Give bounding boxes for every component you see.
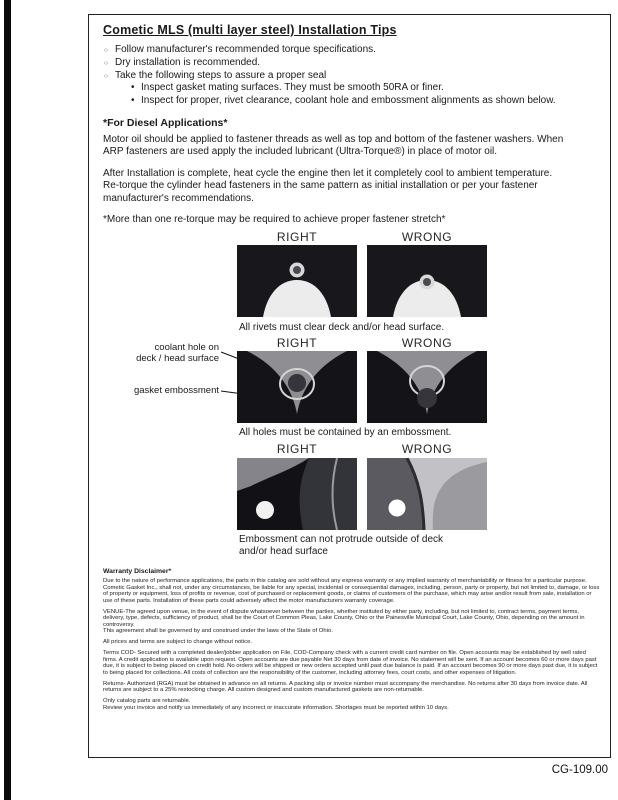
- warranty-paragraph: Due to the nature of performance applications, the parts in this catalog are sold without any express warranty or any implied warranty of merchantability or fitness for a particular purpose. Cometic Gasket Inc., shall not, under any circumstances, be liable for any special, incidental or consequential damages, including, person, party or property, but not limited to, damage, or loss of property or equipment, loss of profits or revenue, cost of purchased or replacement goods, or claims of customers of the purchase, which may arise and/or result from sale, installation or use of these parts. Installation of these parts could adversely affect the motor manufacturers warranty coverage.: [103, 578, 600, 604]
- warranty-paragraph: VENUE-The agreed upon venue, in the event of dispute whatsoever between the parties, whether instituted by either party, including, but not limited to, contract terms, payment terms, delivery, type, defects, sufficiency of product, shall be the Court of Common Pleas, Lake County, Ohio or the Painesville Municipal Court, Lake County, Ohio, depending on the amount in controversy.: [103, 608, 585, 628]
- rivet-clearance-wrong-image: [367, 245, 487, 317]
- warranty-paragraph: This agreement shall be governed by and construed under the laws of the State of Ohio.: [103, 628, 333, 635]
- content-frame: [88, 14, 611, 758]
- protrusion-right-illustration: [237, 458, 357, 530]
- rivet-wrong-illustration: [367, 245, 487, 317]
- subtip-item: [129, 95, 598, 108]
- diagram-section: [103, 230, 598, 562]
- coolant-hole-callout-line2: deck / head surface: [136, 353, 219, 365]
- warranty-paragraph: Returns- Authorized (RGA) must be obtained in advance on all returns. A packing slip or invoice number must accompany the merchandise. No returns after 30 days from invoice date. All returns are subject to a 25% restocking charge. All custom designed and custom manufactured gaskets are non-returnable.: [103, 680, 588, 694]
- diesel-heading: *For Diesel Applications*: [103, 116, 228, 129]
- warranty-section: [103, 568, 600, 711]
- coolant-hole-right-image: [237, 351, 357, 423]
- tip-item: [103, 70, 598, 83]
- protrusion-caption: Embossment can not protrude outside of deck and/or head surface: [239, 534, 444, 557]
- warranty-paragraph: Only catalog parts are returnable.: [103, 698, 191, 705]
- right-label: RIGHT: [276, 336, 318, 351]
- coolant-hole-callout-line1: coolant hole on: [154, 342, 219, 354]
- tip-text: Dry installation is recommended.: [115, 56, 261, 68]
- diesel-paragraph-1: Motor oil should be applied to fastener threads as well as top and bottom of the fastener washers. When ARP fasteners are used apply the included lubricant (Ultra-Torque®) in place of motor oil.: [103, 133, 564, 158]
- right-label: RIGHT: [276, 230, 318, 245]
- protrusion-wrong-illustration: [367, 458, 487, 530]
- tip-text: Follow manufacturer's recommended torque specifications.: [115, 44, 376, 55]
- page-number: CG-109.00: [551, 764, 608, 776]
- rivet-caption: All rivets must clear deck and/or head surface.: [239, 322, 445, 334]
- diesel-paragraph-2: After Installation is complete, heat cycle the engine then let it completely cool to ambient temperature. Re-torque the cylinder head fasteners in the same pattern as initial installation or per your fastener manufacturer's recommendations.: [103, 167, 553, 204]
- warranty-paragraph: All prices and terms are subject to change without notice.: [103, 639, 252, 646]
- subtip-text: Inspect gasket mating surfaces. They must be smooth 50RA or finer.: [141, 82, 444, 94]
- page-title: Cometic MLS (multi layer steel) Installation Tips: [103, 23, 397, 37]
- coolant-wrong-illustration: [367, 351, 487, 423]
- right-label: RIGHT: [276, 442, 318, 457]
- subtip-text: Inspect for proper, rivet clearance, coolant hole and embossment alignments as shown below.: [141, 95, 556, 107]
- scan-edge-bar: [4, 0, 11, 800]
- wrong-label: WRONG: [401, 336, 453, 351]
- tips-list: [103, 44, 598, 82]
- subtip-item: [129, 82, 598, 95]
- coolant-right-illustration: [237, 351, 357, 423]
- embossment-caption: All holes must be contained by an embossment.: [239, 427, 452, 439]
- protrusion-right-image: [237, 458, 357, 530]
- warranty-heading: Warranty Disclaimer*: [103, 568, 172, 576]
- tip-text: Take the following steps to assure a proper seal: [115, 69, 327, 81]
- rivet-right-illustration: [237, 245, 357, 317]
- warranty-paragraph: Terms COD- Secured with a completed dealer/jobber application on File, COD-Company check with a current credit card number on file. Open accounts may be established by well rated firms. A credit application is available upon request. Open accounts are due payable Net 30 days from date of invoice. No statement will be sent. If an account becomes 60 or more days past due, it is subject to being placed on credit hold. No orders will be shipped or new orders accepted until past due balance is paid. If an account becomes 90 or more days past due, it is subject to being placed for collections. All costs of collection are the responsibility of the customer, including attorney fees, court costs, and other expenses of litigation.: [103, 650, 598, 676]
- retorque-note: *More than one re-torque may be required to achieve proper fastener stretch*: [103, 214, 446, 226]
- protrusion-wrong-image: [367, 458, 487, 530]
- wrong-label: WRONG: [401, 442, 453, 457]
- warranty-paragraph: Review your invoice and notify us immediately of any incorrect or inaccurate information. Shortages must be reported within 10 days.: [103, 704, 449, 711]
- wrong-label: WRONG: [401, 230, 453, 245]
- tips-sublist: [103, 82, 598, 108]
- coolant-hole-callout: [109, 342, 219, 364]
- gasket-embossment-callout: gasket embossment: [133, 385, 219, 397]
- coolant-hole-wrong-image: [367, 351, 487, 423]
- tip-item: [103, 44, 598, 57]
- rivet-clearance-right-image: [237, 245, 357, 317]
- tip-item: [103, 57, 598, 70]
